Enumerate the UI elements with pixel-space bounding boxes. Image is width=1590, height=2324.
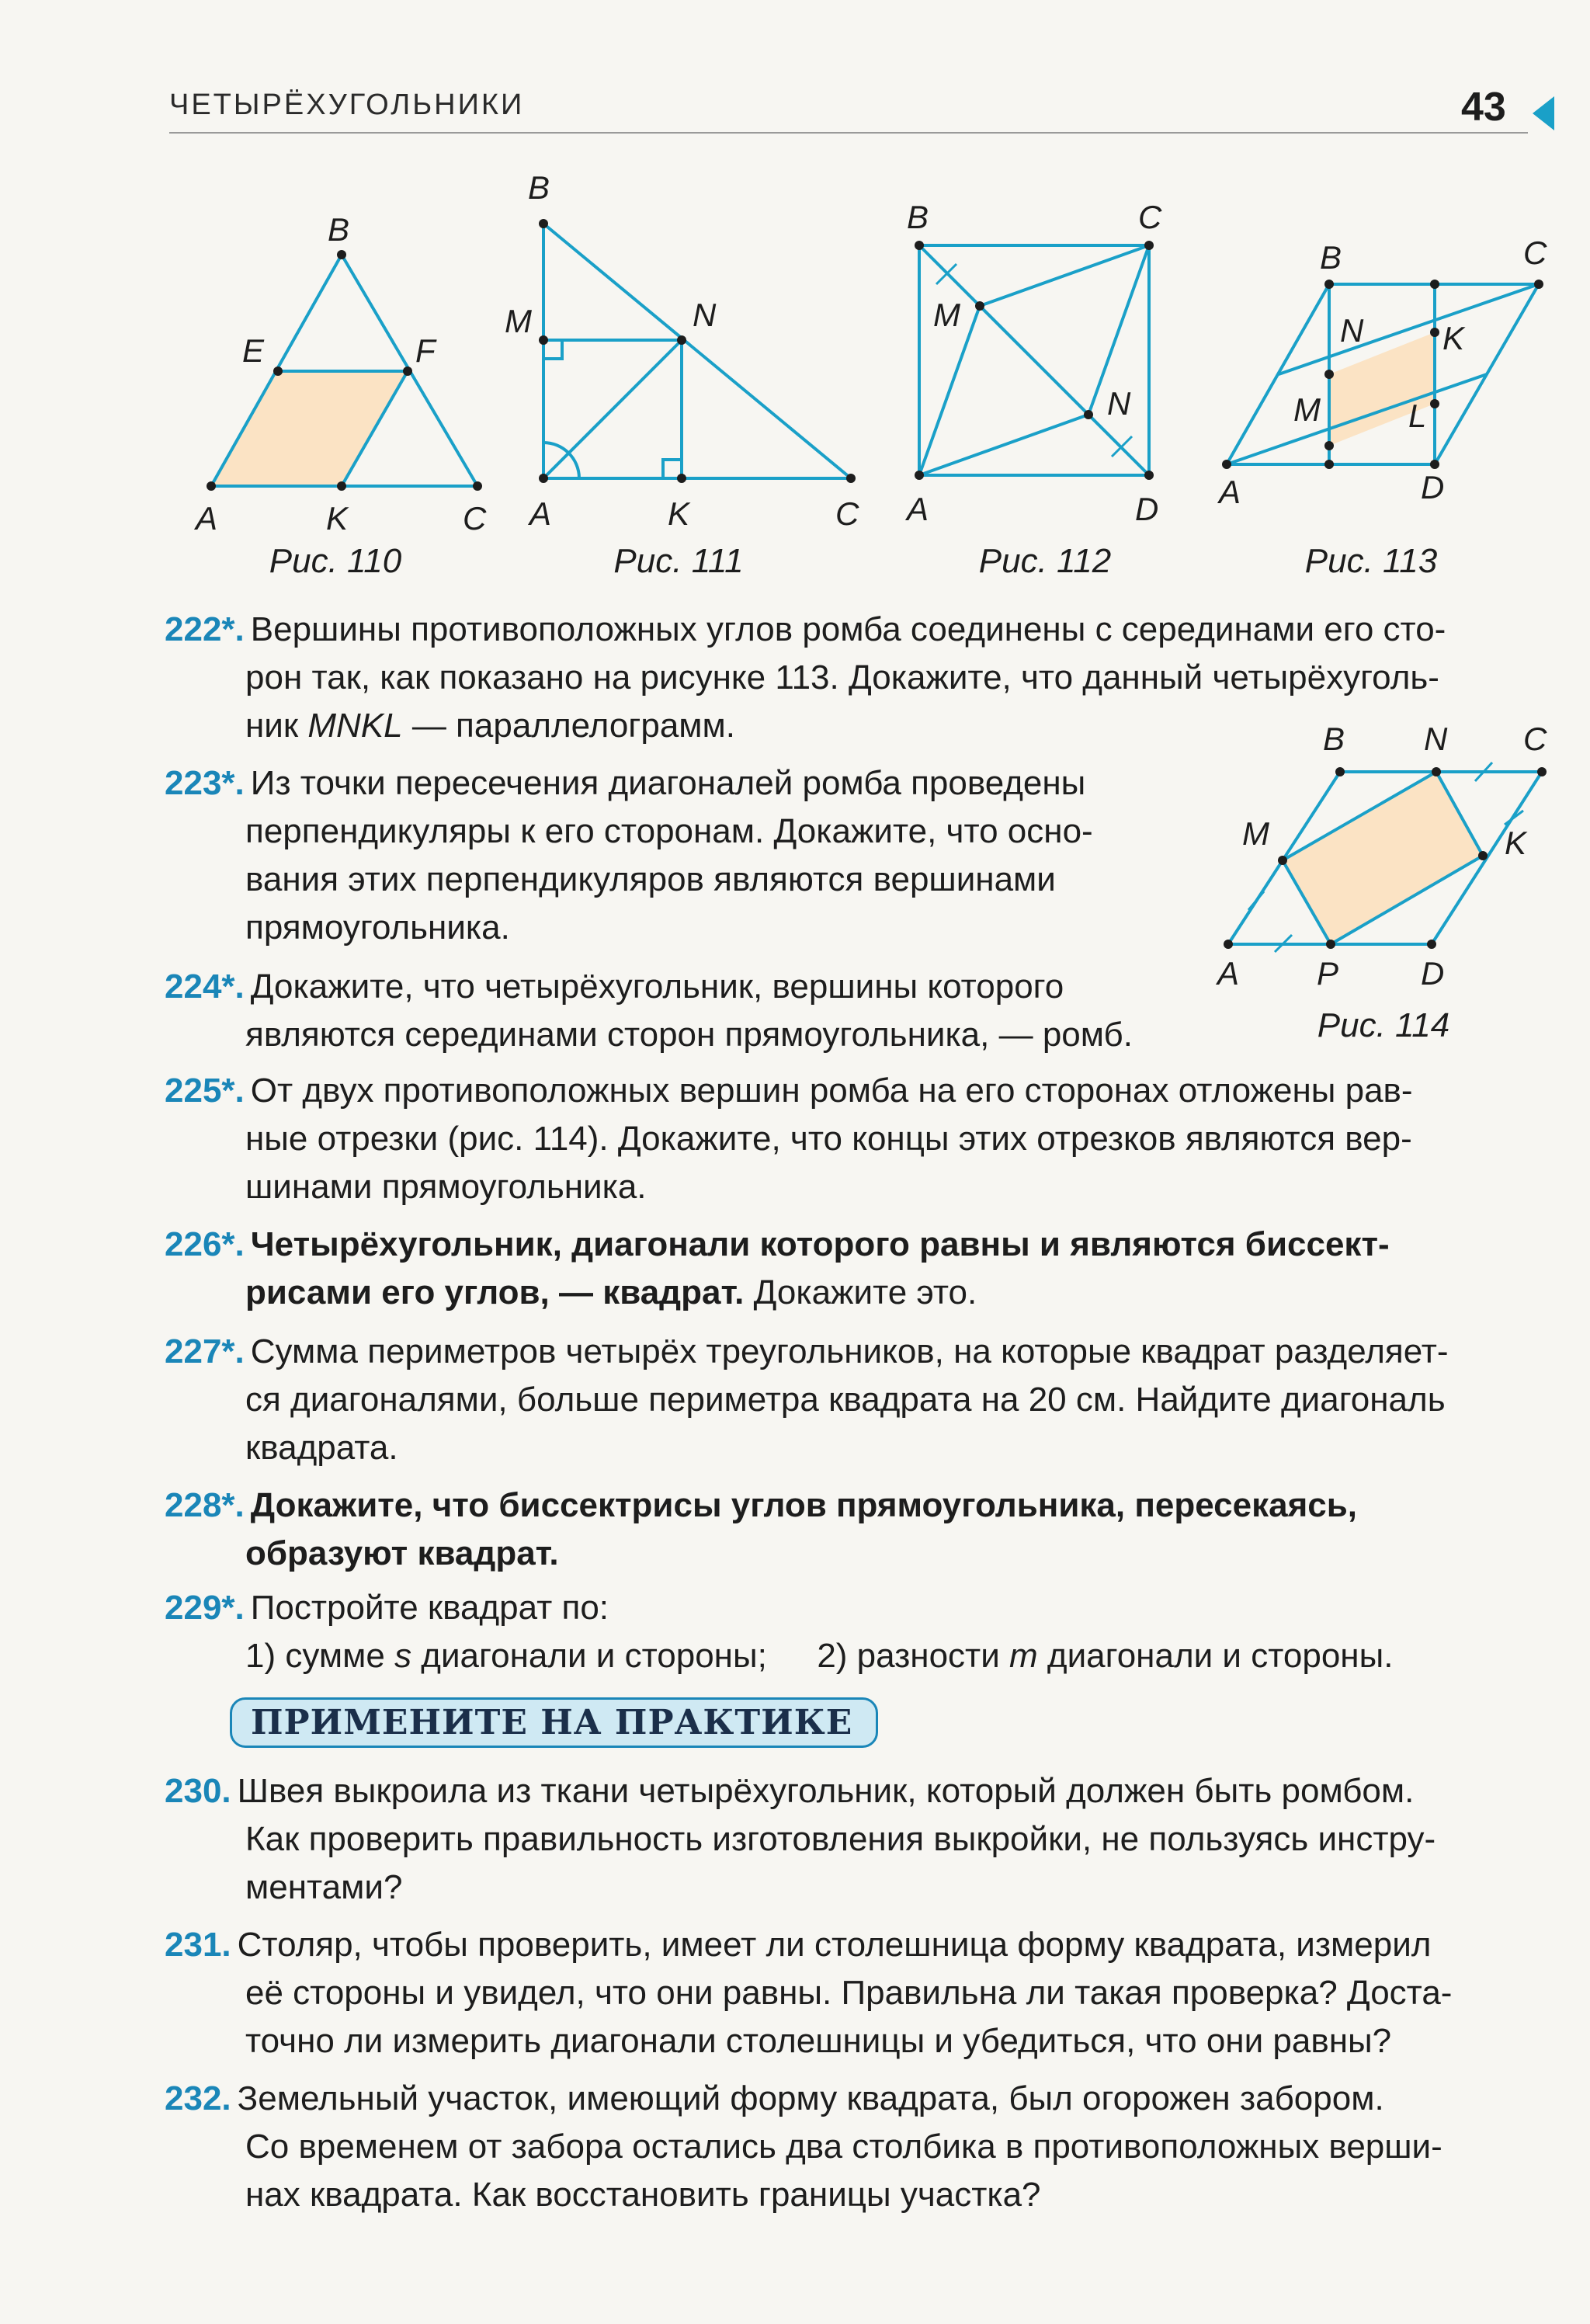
problem-text: её стороны и увидел, что они равны. Правильна ли такая проверка? Доста- — [245, 1974, 1453, 2012]
problem-number: 227*. — [165, 1332, 245, 1370]
option-2: 2) разности m диагонали и стороны. — [817, 1637, 1394, 1675]
figure-114-drawing — [1211, 714, 1568, 1002]
problem-text: вания этих перпендикуляров являются вершинами — [245, 860, 1056, 898]
problem-231 — [165, 1921, 1452, 2065]
page-arrow-icon — [1533, 96, 1554, 130]
problem-number: 230. — [165, 1772, 231, 1810]
problem-text: являются серединами сторон прямоугольника, — ромб. — [245, 1016, 1133, 1054]
problem-text: ник — [245, 707, 308, 745]
label-N: N — [1340, 312, 1364, 349]
label-M: M — [1293, 391, 1321, 428]
figure-113-drawing — [1211, 225, 1568, 536]
theorem-text: Докажите, что биссектрисы углов прямоугольника, пересекаясь, — [250, 1486, 1358, 1524]
figure-112 — [893, 194, 1219, 540]
label-P: P — [1317, 955, 1339, 992]
figure-111-drawing — [505, 169, 877, 536]
problem-text: перпендикуляры к его сторонам. Докажите, что осно- — [245, 812, 1093, 850]
problem-number: 231. — [165, 1926, 231, 1964]
header-divider — [169, 132, 1528, 134]
label-M: M — [933, 297, 960, 333]
theorem-text: рисами его углов, — квадрат. — [245, 1273, 745, 1311]
problem-number: 224*. — [165, 967, 245, 1006]
quadrilateral-name: MNKL — [307, 707, 403, 745]
problem-228 — [165, 1482, 1357, 1578]
problem-number: 232. — [165, 2079, 231, 2117]
problem-text: Земельный участок, имеющий форму квадрата, был огорожен забором. — [237, 2079, 1384, 2117]
problem-227 — [165, 1328, 1449, 1472]
section-heading: ПРИМЕНИТЕ НА ПРАКТИКЕ — [230, 1697, 878, 1748]
problem-text: Швея выкроила из ткани четырёхугольник, который должен быть ромбом. — [237, 1772, 1415, 1810]
figure-110 — [179, 210, 505, 540]
page-number: 43 — [1461, 85, 1506, 130]
label-N: N — [693, 297, 717, 333]
problem-230 — [165, 1767, 1436, 1912]
label-E: E — [242, 332, 265, 369]
label-B: B — [907, 199, 929, 235]
caption-fig-112: Рис. 112 — [978, 542, 1112, 580]
problem-226 — [165, 1221, 1390, 1317]
problem-text: Сумма периметров четырёх треугольников, на которые квадрат разделяет- — [250, 1332, 1449, 1370]
problem-text: Из точки пересечения диагоналей ромба проведены — [250, 764, 1086, 802]
problem-text: шинами прямоугольника. — [245, 1168, 647, 1206]
label-B: B — [528, 169, 550, 206]
problem-number: 223*. — [165, 764, 245, 802]
problem-text: нах квадрата. Как восстановить границы участка? — [245, 2176, 1041, 2214]
label-A: A — [529, 495, 552, 532]
problem-text: Со временем от забора остались два столбика в противоположных верши- — [245, 2128, 1442, 2166]
chapter-title: ЧЕТЫРЁХУГОЛЬНИКИ — [169, 89, 525, 121]
label-B: B — [328, 211, 350, 248]
label-C: C — [835, 495, 859, 532]
fill-region — [211, 371, 408, 486]
figure-114 — [1211, 714, 1568, 1006]
label-B: B — [1323, 721, 1345, 757]
caption-fig-114: Рис. 114 — [1317, 1006, 1450, 1044]
fill-region — [1283, 772, 1483, 944]
problem-text: Докажите, что четырёхугольник, вершины которого — [250, 967, 1064, 1006]
problem-number: 222*. — [165, 610, 245, 648]
label-B: B — [1320, 239, 1342, 276]
label-M: M — [505, 303, 532, 339]
problem-number: 226*. — [165, 1225, 245, 1263]
caption-fig-113: Рис. 113 — [1304, 542, 1438, 580]
label-C: C — [463, 500, 487, 537]
problem-225 — [165, 1067, 1413, 1211]
label-D: D — [1421, 469, 1445, 505]
problem-text: Постройте квадрат по: — [250, 1589, 609, 1627]
problem-text: рон так, как показано на рисунке 113. Докажите, что данный четырёхуголь- — [245, 658, 1439, 697]
figure-113 — [1211, 225, 1568, 540]
label-A: A — [1217, 955, 1240, 992]
label-C: C — [1138, 199, 1162, 235]
label-F: F — [415, 332, 436, 369]
problem-text: точно ли измерить диагонали столешницы и убедиться, что они равны? — [245, 2022, 1392, 2060]
problem-text: ся диагоналями, больше периметра квадрата на 20 см. Найдите диагональ — [245, 1381, 1446, 1419]
label-K: K — [326, 500, 349, 537]
label-A: A — [196, 500, 218, 537]
caption-fig-111: Рис. 111 — [613, 542, 744, 580]
option-1: 1) сумме s диагонали и стороны; — [245, 1637, 767, 1675]
theorem-text: образуют квадрат. — [245, 1534, 559, 1572]
problem-text: — параллелограмм. — [402, 707, 736, 745]
label-K: K — [668, 495, 690, 532]
problem-text: Докажите это. — [744, 1273, 977, 1311]
problem-number: 228*. — [165, 1486, 245, 1524]
problem-224 — [165, 963, 1133, 1059]
label-A: A — [907, 491, 929, 527]
problem-text: Как проверить правильность изготовления выкройки, не пользуясь инстру- — [245, 1820, 1436, 1858]
problem-text: прямоугольника. — [245, 908, 510, 947]
problem-text: ные отрезки (рис. 114). Докажите, что концы этих отрезков являются вер- — [245, 1120, 1412, 1158]
problem-text: Столяр, чтобы проверить, имеет ли столешница форму квадрата, измерил — [237, 1926, 1432, 1964]
label-C: C — [1523, 721, 1547, 757]
theorem-text: Четырёхугольник, диагонали которого равны и являются биссект- — [250, 1225, 1390, 1263]
problem-number: 229*. — [165, 1589, 245, 1627]
label-D: D — [1421, 955, 1445, 992]
label-K: K — [1505, 825, 1527, 861]
figure-111 — [505, 169, 877, 540]
figure-110-drawing — [179, 210, 505, 536]
problem-229 — [165, 1584, 1393, 1680]
label-N: N — [1424, 721, 1448, 757]
label-K: K — [1442, 320, 1465, 356]
label-N: N — [1107, 385, 1131, 422]
label-A: A — [1219, 474, 1241, 510]
problem-223 — [165, 759, 1093, 952]
label-C: C — [1523, 234, 1547, 271]
problem-text: От двух противоположных вершин ромба на его сторонах отложены рав- — [250, 1072, 1413, 1110]
problem-number: 225*. — [165, 1072, 245, 1110]
problem-232 — [165, 2075, 1442, 2219]
label-L: L — [1408, 398, 1427, 434]
problem-text: квадрата. — [245, 1429, 398, 1467]
label-D: D — [1135, 491, 1159, 527]
problem-text: Вершины противоположных углов ромба соединены с серединами его сто- — [250, 610, 1446, 648]
figure-112-drawing — [893, 194, 1219, 536]
label-M: M — [1242, 815, 1269, 852]
caption-fig-110: Рис. 110 — [269, 542, 402, 580]
problem-text: ментами? — [245, 1868, 403, 1906]
